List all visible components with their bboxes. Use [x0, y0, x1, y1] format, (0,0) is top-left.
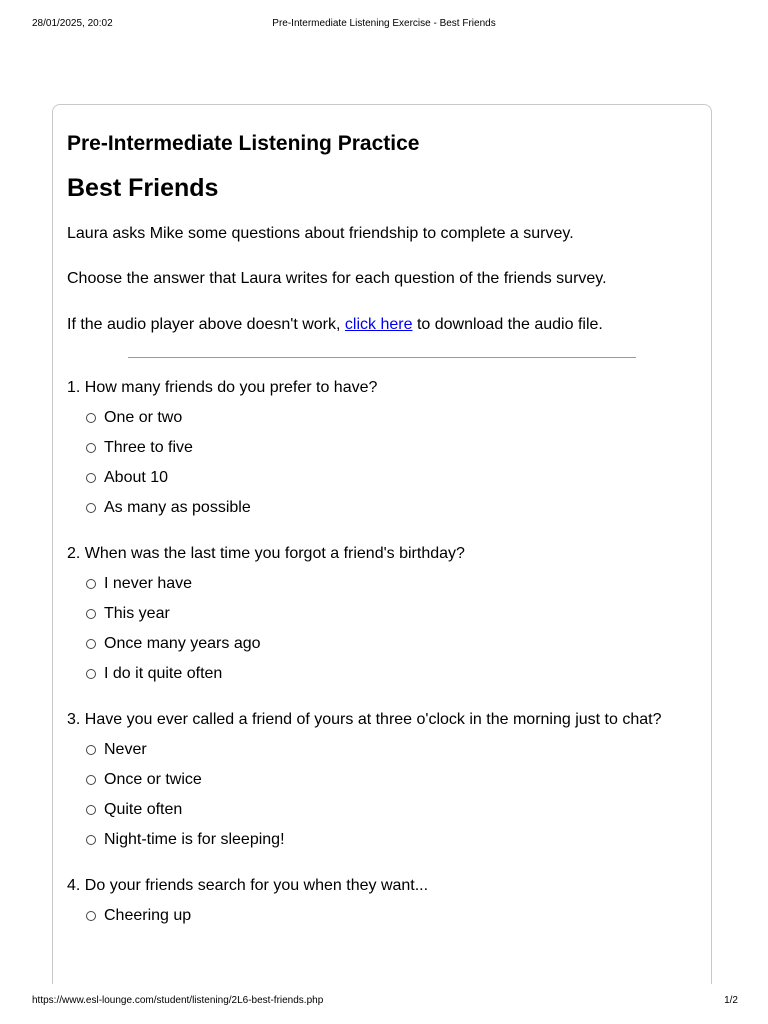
print-datetime: 28/01/2025, 20:02 [32, 18, 113, 29]
option-q1-d[interactable] [86, 498, 251, 518]
option-q1-c[interactable] [86, 468, 168, 488]
radio-button[interactable] [86, 775, 96, 785]
download-audio-link[interactable]: click here [344, 316, 413, 333]
option-label: Once many years ago [104, 635, 261, 652]
option-q4-a[interactable] [86, 906, 191, 926]
option-q2-c[interactable] [86, 634, 261, 654]
radio-button[interactable] [86, 413, 96, 423]
divider [128, 357, 636, 358]
audio-note-after: to download the audio file. [416, 316, 603, 333]
option-q2-d[interactable] [86, 664, 222, 684]
option-label: As many as possible [104, 499, 251, 516]
radio-button[interactable] [86, 473, 96, 483]
option-label: Three to five [104, 439, 193, 456]
radio-button[interactable] [86, 745, 96, 755]
radio-button[interactable] [86, 835, 96, 845]
print-page-title: Pre-Intermediate Listening Exercise - Best Friends [272, 18, 496, 29]
option-label: This year [104, 605, 170, 622]
option-q3-a[interactable] [86, 740, 147, 760]
question-3: 3. Have you ever called a friend of yours at three o'clock in the morning just to chat? [67, 711, 662, 728]
instructions-text: Choose the answer that Laura writes for each question of the friends survey. [67, 270, 607, 287]
question-1: 1. How many friends do you prefer to have? [67, 379, 378, 396]
option-label: Quite often [104, 801, 183, 818]
print-url: https://www.esl-lounge.com/student/listening/2L6-best-friends.php [32, 995, 324, 1006]
option-q1-b[interactable] [86, 438, 193, 458]
level-title: Pre-Intermediate Listening Practice [67, 132, 420, 155]
intro-text: Laura asks Mike some questions about friendship to complete a survey. [67, 225, 574, 242]
audio-note [67, 315, 603, 335]
radio-button[interactable] [86, 639, 96, 649]
audio-note-before: If the audio player above doesn't work, [67, 316, 341, 333]
option-label: I never have [104, 575, 193, 592]
radio-button[interactable] [86, 503, 96, 513]
question-4: 4. Do your friends search for you when they want... [67, 877, 429, 894]
radio-button[interactable] [86, 911, 96, 921]
option-label: About 10 [104, 469, 169, 486]
print-page-number: 1/2 [724, 995, 738, 1006]
exercise-title: Best Friends [67, 174, 219, 202]
option-q3-b[interactable] [86, 770, 202, 790]
radio-button[interactable] [86, 669, 96, 679]
option-label: Never [104, 741, 147, 758]
option-label: Cheering up [104, 907, 192, 924]
option-q1-a[interactable] [86, 408, 182, 428]
option-q3-c[interactable] [86, 800, 182, 820]
option-label: One or two [104, 409, 183, 426]
option-q2-a[interactable] [86, 574, 192, 594]
question-2: 2. When was the last time you forgot a friend's birthday? [67, 545, 465, 562]
option-q2-b[interactable] [86, 604, 170, 624]
radio-button[interactable] [86, 443, 96, 453]
radio-button[interactable] [86, 805, 96, 815]
radio-button[interactable] [86, 579, 96, 589]
radio-button[interactable] [86, 609, 96, 619]
option-label: I do it quite often [104, 665, 223, 682]
option-label: Night-time is for sleeping! [104, 831, 285, 848]
option-label: Once or twice [104, 771, 202, 788]
option-q3-d[interactable] [86, 830, 285, 850]
